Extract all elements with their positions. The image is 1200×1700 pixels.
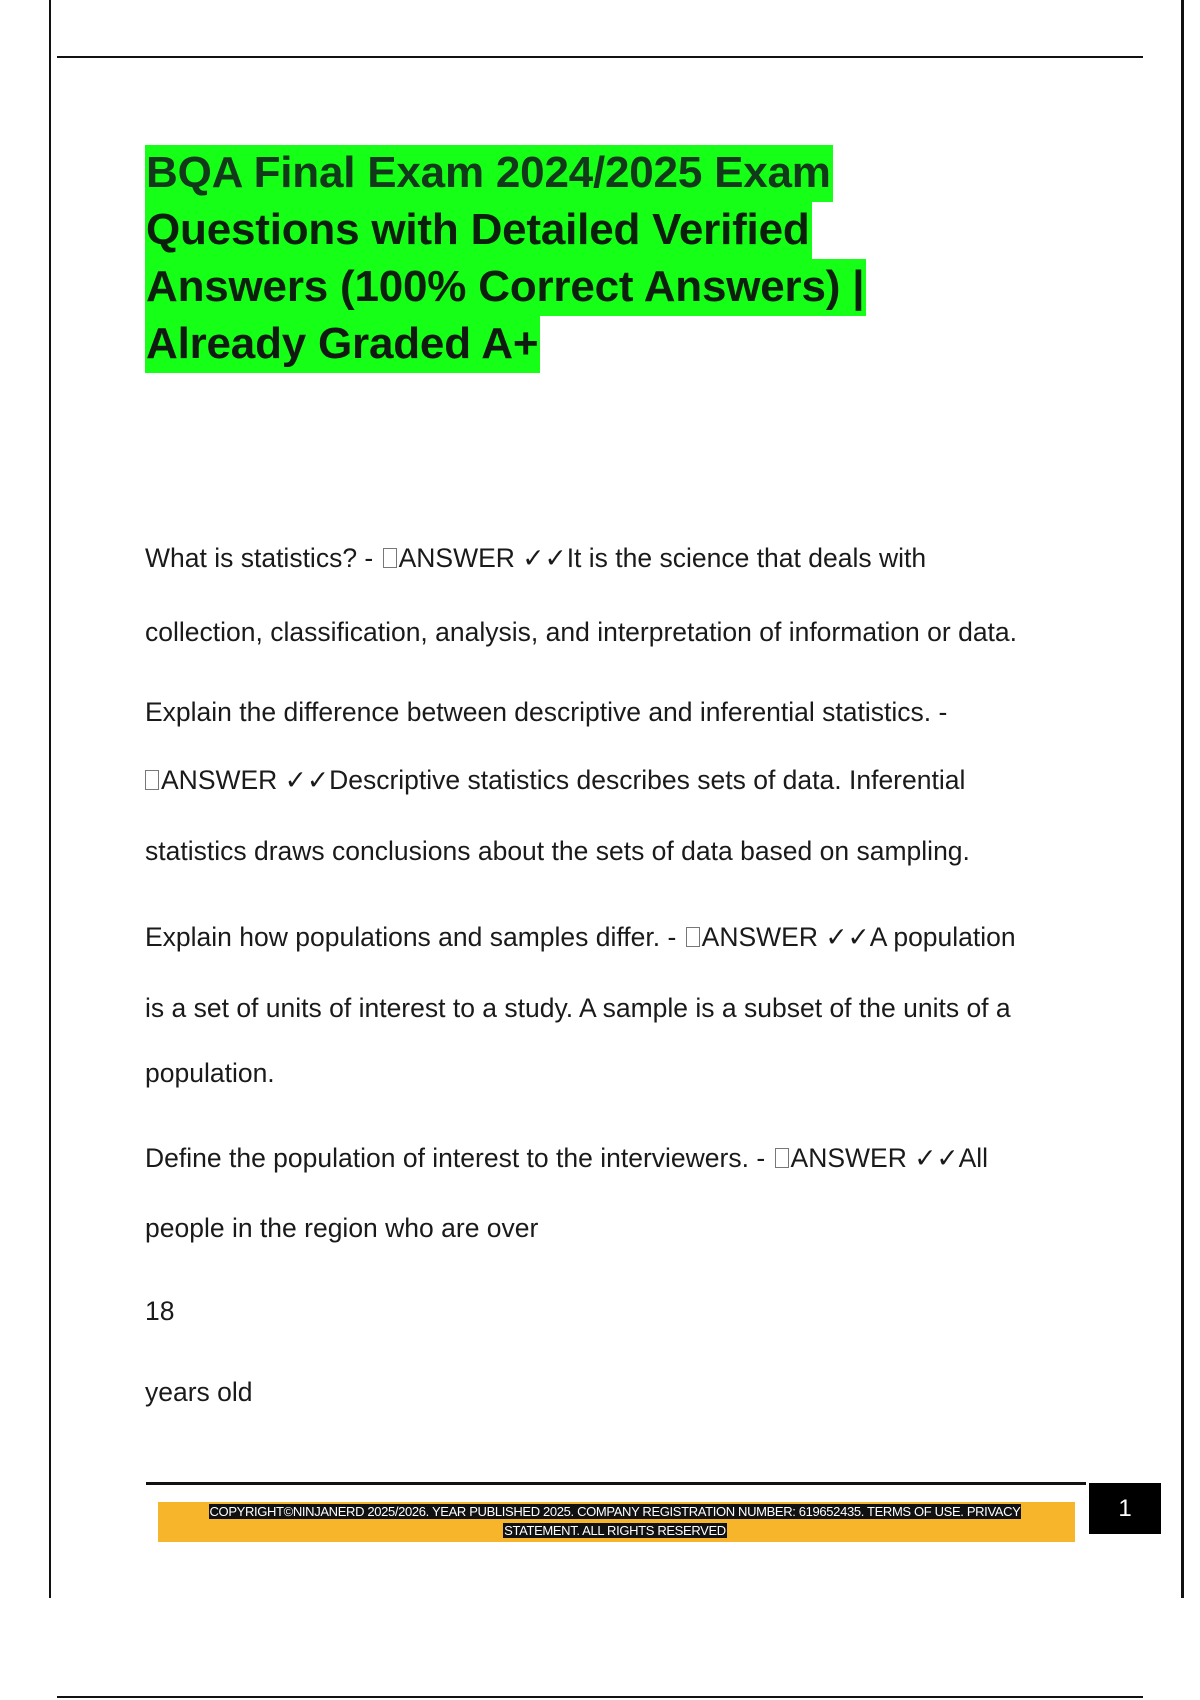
missing-glyph-box-icon [686, 927, 700, 947]
missing-glyph-box-icon [383, 548, 397, 568]
missing-glyph-box-icon [145, 770, 159, 790]
page-border-right [1181, 0, 1184, 1598]
title-line-4: Already Graded A+ [145, 316, 540, 373]
answer-text: ANSWER ✓✓All [790, 1143, 989, 1173]
page-number: 1 [1089, 1483, 1161, 1534]
copyright-notice [170, 1502, 1060, 1540]
copyright-line-1: COPYRIGHT©NINJANERD 2025/2026. YEAR PUBLISHED 2025. COMPANY REGISTRATION NUMBER: 619652435. TERMS OF USE. PRIVACY [209, 1504, 1021, 1519]
answer-1-line-2: collection, classification, analysis, and interpretation of information or data. [145, 617, 1018, 647]
answer-2-line-1 [145, 765, 1085, 795]
question-4-line-1 [145, 1143, 1085, 1173]
answer-4-line-3: 18 [145, 1296, 175, 1326]
answer-text: ANSWER ✓✓Descriptive statistics describes sets of data. Inferential [161, 765, 966, 795]
title-line-2: Questions with Detailed Verified [145, 202, 812, 259]
title-line-3: Answers (100% Correct Answers) | [145, 259, 866, 316]
question-text: Define the population of interest to the interviewers. - [145, 1143, 773, 1173]
footer-rule [146, 1482, 1086, 1485]
answer-text: ANSWER ✓✓A population [701, 922, 1016, 952]
header-rule [57, 56, 1143, 58]
answer-4-line-2: people in the region who are over [145, 1213, 539, 1243]
answer-3-line-2: is a set of units of interest to a study. A sample is a subset of the units of a [145, 993, 1011, 1023]
title-line-1: BQA Final Exam 2024/2025 Exam [145, 145, 833, 202]
document-title [145, 145, 1065, 373]
question-text: What is statistics? - [145, 543, 381, 573]
copyright-line-2: STATEMENT. ALL RIGHTS RESERVED [504, 1523, 726, 1538]
answer-4-line-4: years old [145, 1377, 253, 1407]
question-text: Explain how populations and samples differ. - [145, 922, 684, 952]
question-2-line-1: Explain the difference between descriptive and inferential statistics. - [145, 697, 948, 727]
answer-2-line-2: statistics draws conclusions about the sets of data based on sampling. [145, 836, 970, 866]
answer-3-line-3: population. [145, 1058, 275, 1088]
question-1-line-1 [145, 543, 1085, 573]
page-break-rule [57, 1696, 1143, 1698]
page-border-left [49, 0, 51, 1598]
answer-text: ANSWER ✓✓It is the science that deals with [398, 543, 927, 573]
question-3-line-1 [145, 922, 1085, 952]
missing-glyph-box-icon [775, 1148, 789, 1168]
